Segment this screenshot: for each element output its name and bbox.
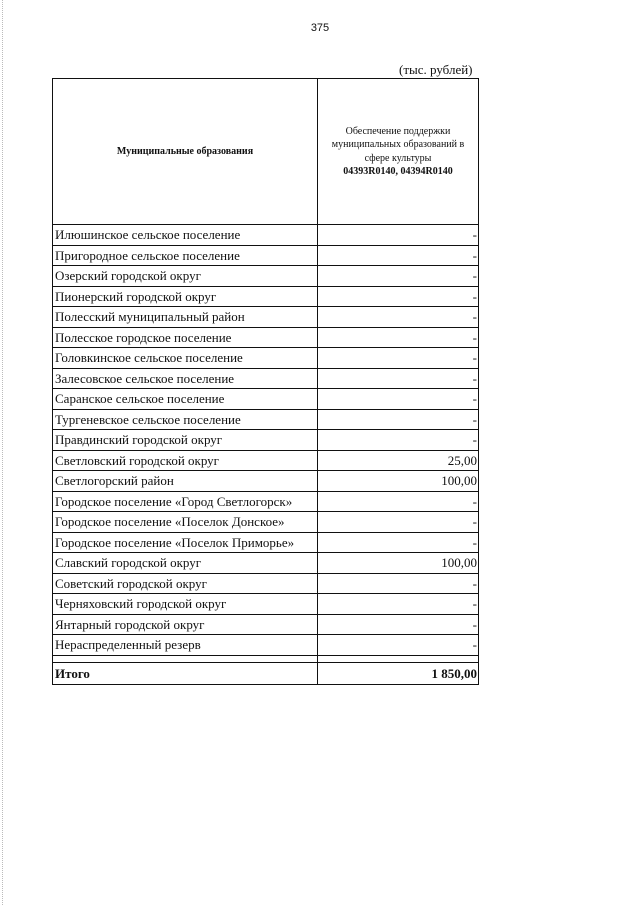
municipality-amount: 25,00: [318, 450, 479, 471]
table-row: [53, 327, 479, 348]
municipality-name: Славский городской округ: [53, 553, 318, 574]
municipality-name: Черняховский городской округ: [53, 594, 318, 615]
municipality-name: Светлогорский район: [53, 471, 318, 492]
municipality-amount: -: [318, 491, 479, 512]
table-row: [53, 614, 479, 635]
municipality-name: Светловский городской округ: [53, 450, 318, 471]
municipality-name: Нераспределенный резерв: [53, 635, 318, 656]
table-row: [53, 450, 479, 471]
municipality-name: Тургеневское сельское поселение: [53, 409, 318, 430]
municipality-name: Залесовское сельское поселение: [53, 368, 318, 389]
municipality-name: Советский городской округ: [53, 573, 318, 594]
municipality-amount: 100,00: [318, 471, 479, 492]
table-row: [53, 532, 479, 553]
municipality-name: Полесское городское поселение: [53, 327, 318, 348]
municipality-name: Правдинский городской округ: [53, 430, 318, 451]
total-label: Итого: [53, 662, 318, 684]
budget-table: [52, 78, 479, 685]
header-municipalities: Муниципальные образования: [53, 79, 318, 225]
municipality-amount: -: [318, 348, 479, 369]
municipality-name: Городское поселение «Город Светлогорск»: [53, 491, 318, 512]
table-row: [53, 573, 479, 594]
table-row: [53, 635, 479, 656]
page-number: 375: [310, 22, 330, 34]
municipality-name: Янтарный городской округ: [53, 614, 318, 635]
municipality-amount: -: [318, 307, 479, 328]
header-line-3: сфере культуры: [364, 152, 432, 164]
municipality-name: Саранское сельское поселение: [53, 389, 318, 410]
table-row: [53, 348, 479, 369]
total-value: 1 850,00: [318, 662, 479, 684]
municipality-amount: -: [318, 573, 479, 594]
table-row: [53, 245, 479, 266]
spacer-cell-value: [318, 655, 479, 662]
municipality-amount: -: [318, 225, 479, 246]
scan-edge-marks: [2, 0, 7, 905]
municipality-amount: -: [318, 368, 479, 389]
table-row: [53, 266, 479, 287]
municipality-name: Городское поселение «Поселок Донское»: [53, 512, 318, 533]
table-row: [53, 307, 479, 328]
table-header-row: [53, 79, 479, 225]
units-note: (тыс. рублей): [399, 62, 473, 77]
header-budget-codes: 04393R0140, 04394R0140: [343, 166, 453, 177]
municipality-amount: -: [318, 245, 479, 266]
municipality-name: Головкинское сельское поселение: [53, 348, 318, 369]
municipality-amount: -: [318, 635, 479, 656]
municipality-amount: -: [318, 327, 479, 348]
table-row: [53, 594, 479, 615]
municipality-amount: -: [318, 430, 479, 451]
municipality-amount: -: [318, 389, 479, 410]
header-line-1: Обеспечение поддержки: [345, 125, 451, 137]
table-body: [53, 225, 479, 656]
municipality-amount: -: [318, 614, 479, 635]
municipality-amount: -: [318, 409, 479, 430]
table-row: [53, 225, 479, 246]
municipality-amount: -: [318, 266, 479, 287]
municipality-amount: -: [318, 532, 479, 553]
municipality-name: Пионерский городской округ: [53, 286, 318, 307]
table-row: [53, 368, 479, 389]
table-row: [53, 389, 479, 410]
table-row: [53, 286, 479, 307]
municipality-name: Пригородное сельское поселение: [53, 245, 318, 266]
table-row: [53, 409, 479, 430]
municipality-amount: -: [318, 512, 479, 533]
table-row: [53, 471, 479, 492]
municipality-amount: -: [318, 594, 479, 615]
table-row: [53, 491, 479, 512]
municipality-name: Полесский муниципальный район: [53, 307, 318, 328]
municipality-name: Городское поселение «Поселок Приморье»: [53, 532, 318, 553]
table-row: [53, 553, 479, 574]
budget-table-container: [52, 78, 478, 685]
spacer-cell-name: [53, 655, 318, 662]
municipality-name: Озерский городской округ: [53, 266, 318, 287]
table-total-row: [53, 662, 479, 684]
header-line-2: муниципальных образований в: [331, 139, 465, 150]
table-row: [53, 512, 479, 533]
municipality-amount: -: [318, 286, 479, 307]
table-row: [53, 430, 479, 451]
municipality-amount: 100,00: [318, 553, 479, 574]
municipality-name: Илюшинское сельское поселение: [53, 225, 318, 246]
table-spacer-row: [53, 655, 479, 662]
header-culture-support: [318, 79, 479, 225]
